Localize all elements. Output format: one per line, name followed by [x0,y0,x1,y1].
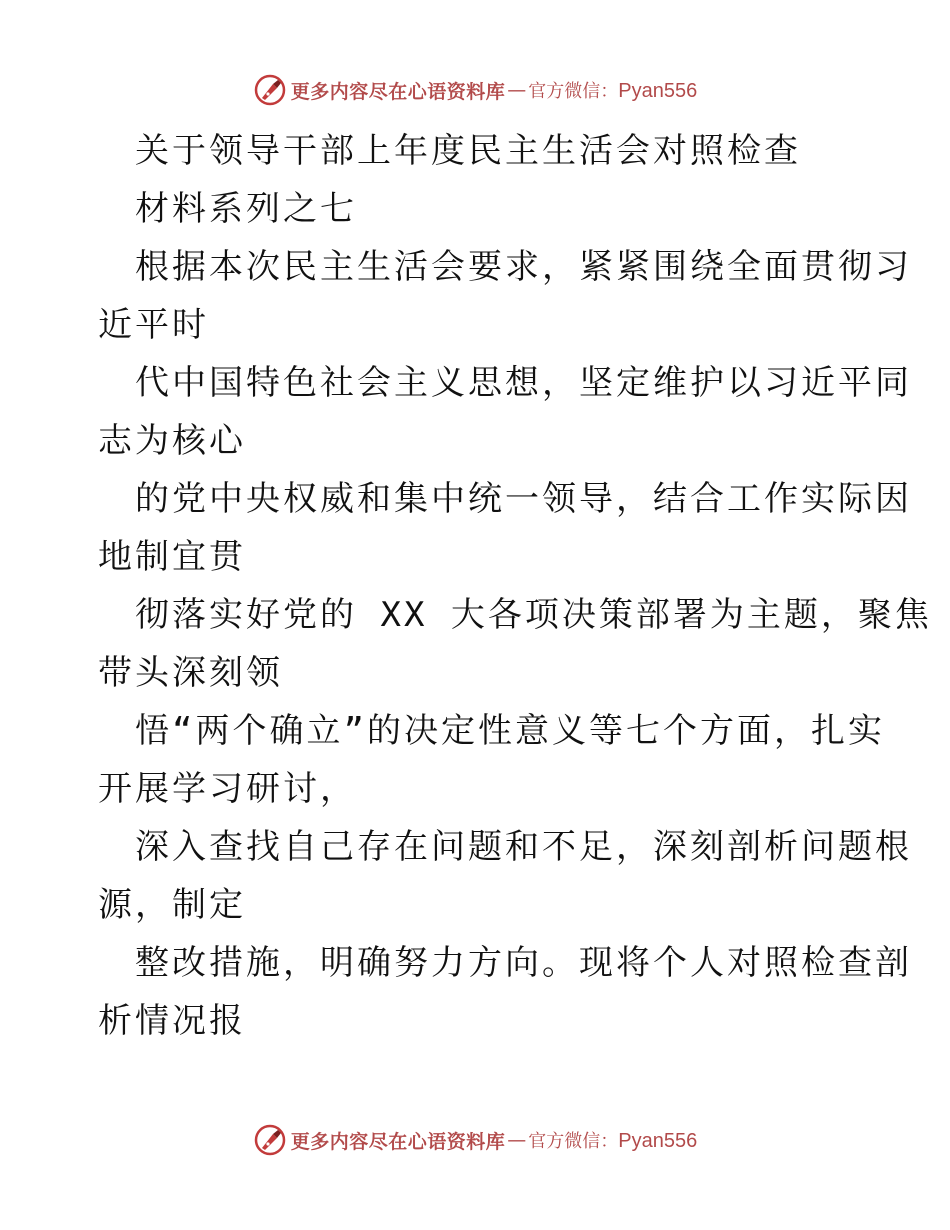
banner-wechat-label: 官方微信： [528,1131,619,1152]
banner-wechat-id: Pyan556 [618,1130,698,1152]
paragraph-line: 深入查找自己存在问题和不足，深刻剖析问题根 [135,827,912,867]
pen-nib-logo-icon [253,73,287,107]
paragraph-line: 志为核心 [98,421,246,461]
footer-banner [0,1120,950,1160]
document-title-line: 关于领导干部上年度民主生活会对照检查 [135,131,801,171]
paragraph-line: 开展学习研讨， [98,769,357,809]
banner-text: 更多内容尽在心语资料库 [290,1130,506,1153]
paragraph-line: 整改措施，明确努力方向。现将个人对照检查剖 [135,943,912,983]
pen-nib-logo-icon [253,1123,287,1157]
banner-wechat [528,1127,697,1153]
banner-text: 更多内容尽在心语资料库 [290,80,506,103]
paragraph-line: 带头深刻领 [98,653,283,693]
paragraph-line: 近平时 [98,305,209,345]
paragraph-line: 代中国特色社会主义思想，坚定维护以习近平同 [135,363,912,403]
banner-wechat [528,77,697,103]
document-body [98,122,932,1050]
banner-wechat-label: 官方微信： [528,81,619,102]
banner-dash: — [507,79,527,101]
paragraph-line: 根据本次民主生活会要求，紧紧围绕全面贯彻习 [135,247,912,287]
paragraph-line: 析情况报 [98,1001,246,1041]
paragraph-line: 源，制定 [98,885,246,925]
paragraph-line: 悟“两个确立”的决定性意义等七个方面，扎实 [135,711,885,751]
paragraph-line: 的党中央权威和集中统一领导，结合工作实际因 [135,479,912,519]
banner-dash: — [507,1129,527,1151]
paragraph-line: 地制宜贯 [98,537,246,577]
paragraph-line: 彻落实好党的 XX 大各项决策部署为主题，聚焦 [135,595,932,635]
banner-wechat-id: Pyan556 [618,80,698,102]
document-title-line: 材料系列之七 [135,189,357,229]
header-banner [0,70,950,110]
